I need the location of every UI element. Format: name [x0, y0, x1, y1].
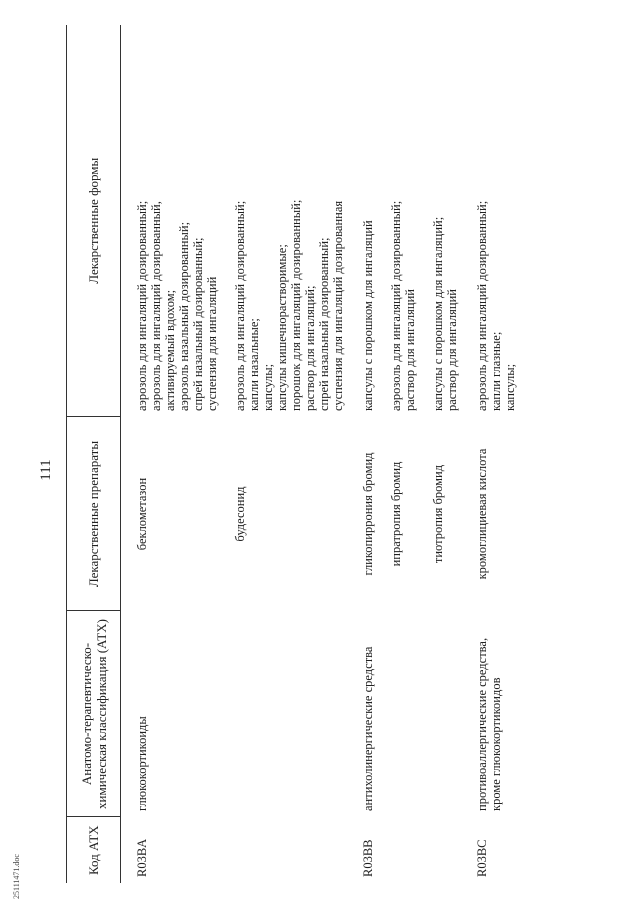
dosage-form: спрей назальный дозированный; [191, 237, 205, 411]
atc-classification: антихолинергические средства [361, 646, 375, 811]
atc-table [66, 25, 519, 883]
dosage-form: аэрозоль для ингаляций дозированный; [135, 200, 149, 411]
dosage-form: порошок для ингаляций дозированный; [289, 199, 303, 411]
drug-name: ипратропия бромид [389, 461, 403, 567]
table-row [461, 25, 519, 883]
atc-code [221, 817, 347, 883]
dosage-form: суспензия для ингаляций дозированная [331, 200, 345, 411]
drug-name: будесонид [233, 486, 247, 542]
dosage-forms [377, 25, 419, 417]
header-preparations: Лекарственные препараты [67, 417, 121, 611]
drug-name: беклометазон [135, 477, 149, 551]
header-forms: Лекарственные формы [67, 25, 121, 417]
drug-name: тиотропия бромид [431, 464, 445, 564]
atc-classification: глюкокортикоиды [135, 716, 149, 811]
dosage-form: аэрозоль назальный дозированный; [177, 221, 191, 411]
dosage-form: спрей назальный дозированный; [317, 237, 331, 411]
page-number: 111 [38, 459, 54, 481]
atc-code [377, 817, 419, 883]
drug-name: кромоглициевая кислота [475, 448, 489, 580]
atc-classification [419, 611, 461, 817]
atc-code: R03BC [475, 839, 489, 877]
dosage-form: аэрозоль для ингаляций дозированный; [389, 200, 403, 411]
atc-code [419, 817, 461, 883]
dosage-form: суспензия для ингаляций [205, 276, 219, 411]
header-code: Код АТХ [67, 817, 121, 883]
dosage-forms [221, 25, 347, 417]
dosage-forms [347, 25, 377, 417]
dosage-form: раствор для ингаляций [403, 289, 417, 411]
dosage-forms [419, 25, 461, 417]
header-classification: Анатомо-терапевтическо-химическая классификация (АТХ) [67, 611, 121, 817]
dosage-forms [461, 25, 519, 417]
dosage-form: капсулы с порошком для ингаляций [361, 220, 375, 411]
dosage-form: капсулы кишечнорастворимые; [275, 244, 289, 411]
atc-code: R03BB [361, 839, 375, 877]
atc-classification [377, 611, 419, 817]
dosage-form: аэрозоль для ингаляций дозированный; [233, 200, 247, 411]
table-header-row [67, 25, 121, 883]
atc-classification [221, 611, 347, 817]
dosage-form: капли глазные; [489, 331, 503, 411]
atc-code: R03BA [135, 838, 149, 877]
dosage-forms [121, 25, 222, 417]
dosage-form: раствор для ингаляций [445, 289, 459, 411]
dosage-form: капсулы; [503, 363, 517, 411]
dosage-form: аэрозоль для ингаляций дозированный; [475, 200, 489, 411]
dosage-form: активируемый вдохом; [163, 289, 177, 411]
dosage-form: раствор для ингаляций; [303, 285, 317, 411]
table-row [221, 25, 347, 883]
drug-name: гликопиррония бромид [361, 452, 375, 576]
table-row [121, 25, 222, 883]
table-row [347, 25, 377, 883]
atc-classification: противоаллергические средства, кроме глюкокортикоидов [475, 637, 503, 811]
dosage-form: аэрозоль для ингаляций дозированный, [149, 201, 163, 411]
table-row [377, 25, 419, 883]
dosage-form: капсулы; [261, 363, 275, 411]
table-row [419, 25, 461, 883]
dosage-form: капсулы с порошком для ингаляций; [431, 216, 445, 411]
document-code: 25111471.doc [12, 854, 21, 899]
dosage-form: капли назальные; [247, 318, 261, 411]
